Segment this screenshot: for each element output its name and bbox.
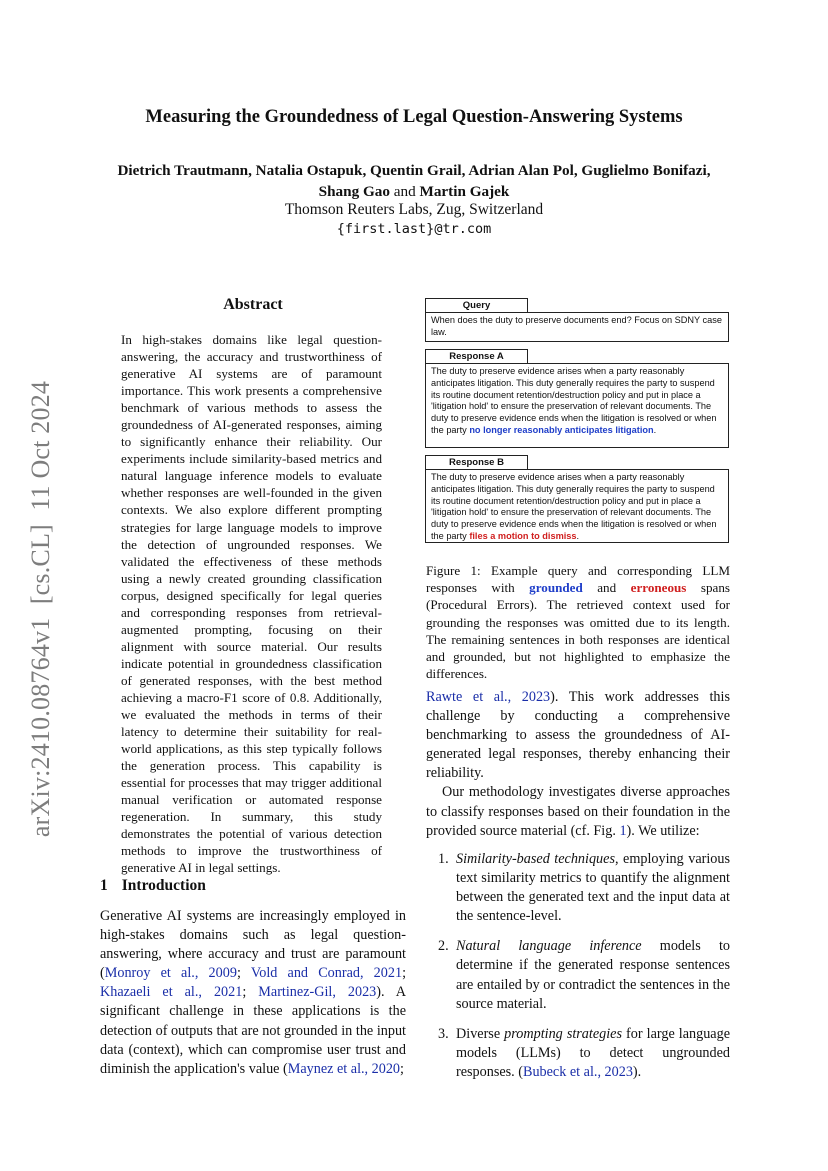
intro-text: ). A significant challenge in these applications is the detection of outputs that are not grounded in the input data (context), which can compromise user trust and diminish the application's value (	[100, 984, 406, 1077]
paper-title: Measuring the Groundedness of Legal Question-Answering Systems	[145, 107, 683, 127]
arxiv-id-text: arXiv:2410.08764v1 [cs.CL] 11 Oct 2024	[26, 380, 55, 838]
query-label: Query	[425, 298, 528, 313]
caption-text: spans (Procedural Errors). The retrieved context used for grounding the responses was omitted due to its length. The remaining sentences in both responses are identical and grounded, but not highlighted to emphasize the differences.	[426, 580, 730, 682]
response-a-box	[425, 363, 729, 448]
response-a-grounded-span: no longer reasonably anticipates litigation	[469, 424, 654, 435]
paragraph-text: Our methodology investigates diverse approaches to classify responses based on their foundation in the provided source material (cf. Fig.	[426, 784, 730, 839]
caption-text: and	[582, 580, 631, 596]
citation-link[interactable]: Maynez et al., 2020	[287, 1060, 401, 1077]
intro-text: ;	[400, 1060, 404, 1077]
list-item	[426, 1025, 730, 1082]
author-shang-gao: Shang Gao	[318, 183, 390, 200]
caption-text: Figure 1: Example query and corresponding LLM responses with	[426, 563, 730, 596]
paragraph-text: ). We utilize:	[626, 822, 700, 839]
methods-list	[426, 850, 730, 1093]
response-a-label: Response A	[425, 349, 528, 364]
citation-link[interactable]: Martinez-Gil, 2023	[258, 984, 377, 1001]
list-term: Natural language inference	[456, 938, 642, 955]
list-text: ).	[632, 1063, 642, 1080]
list-number: 3.	[438, 1025, 449, 1042]
citation-link[interactable]: Khazaeli et al., 2021	[100, 984, 243, 1001]
list-text: models to determine if the generated response sentences are entailed by or contradict the sentences in the source material.	[456, 938, 730, 1012]
arxiv-sidebar-id	[24, 370, 58, 848]
citation-link[interactable]: Bubeck et al., 2023	[522, 1063, 633, 1080]
list-item	[426, 850, 730, 926]
citation-link[interactable]: Rawte et al., 2023	[426, 689, 551, 705]
list-item	[426, 937, 730, 1013]
intro-text: Generative AI systems are increasingly employed in high-stakes domains such as legal question-answering, where accuracy and trust are paramount (	[100, 908, 406, 982]
list-number: 2.	[438, 938, 449, 955]
introduction-paragraph	[100, 907, 406, 1079]
citation-link[interactable]: Monroy et al., 2009	[104, 965, 237, 982]
citation-separator: ;	[236, 965, 251, 982]
response-b-text: The duty to preserve evidence arises when a party reasonably anticipates litigation. This duty generally requires the party to suspend its routine document retention/destruction policy and put in place a 'litigation hold' to ensure the preservation of relevant documents. The duty to preserve evidence ends when the litigation is resolved or when the party	[431, 472, 717, 541]
abstract-text: In high-stakes domains like legal question-answering, the accuracy and trustworthiness of generative AI systems are of paramount importance. This work presents a comprehensive benchmark of various methods to assess the groundedness of AI-generated responses, aiming to significantly enhance their reliability. Our experiments include similarity-based metrics and natural language inference models to evaluate whether responses are well-founded in the given contexts. We also explore different prompting strategies for large language models to improve the detection of ungrounded responses. We validated the effectiveness of these methods using a newly created grounding classification corpus, designed specifically for legal queries and corresponding responses from retrieval-augmented prompting, focusing on their alignment with source material. Our results indicate potential in groundedness classification of generated responses, with the best method achieving a macro-F1 score of 0.8. Additionally, we evaluated the methods in terms of their latency to determine their suitability for real-world applications, as this step typically follows the generation process. This capability is essential for processes that may trigger additional manual verification or automated response regeneration. In summary, this study demonstrates the potential of various detection methods to improve the trustworthiness of generative AI in legal settings.	[121, 332, 382, 876]
list-term: Similarity-based techniques	[456, 851, 615, 867]
list-number: 1.	[438, 851, 449, 867]
list-term: prompting strategies	[504, 1025, 622, 1042]
paragraph-methodology	[426, 783, 730, 840]
right-column-text	[426, 688, 730, 841]
author-martin-gajek: Martin Gajek	[419, 183, 510, 200]
response-a-text: The duty to preserve evidence arises when a party reasonably anticipates litigation. This duty generally requires the party to suspend its routine document retention/destruction policy and put in place a 'litigation hold' to ensure the preservation of relevant documents. The duty to preserve evidence ends when the litigation is resolved or when the party	[431, 366, 717, 435]
affiliation: Thomson Reuters Labs, Zug, Switzerland	[284, 201, 544, 218]
abstract-heading: Abstract	[223, 296, 283, 313]
caption-grounded: grounded	[529, 580, 583, 596]
figure-ref-link[interactable]: 1	[619, 822, 627, 839]
response-a-period: .	[653, 424, 657, 435]
author-and: and	[393, 183, 416, 200]
section-heading-introduction	[100, 877, 206, 895]
paragraph-text: ). This work addresses this challenge by conducting a comprehensive benchmarking to assess the groundedness of AI-generated legal responses, thereby enhancing their reliability.	[426, 689, 730, 782]
citation-link[interactable]: Vold and Conrad, 2021	[250, 965, 403, 982]
author-line-2	[70, 181, 758, 202]
author-line-1: Dietrich Trautmann, Natalia Ostapuk, Quentin Grail, Adrian Alan Pol, Guglielmo Bonifazi,	[117, 162, 711, 179]
author-list	[70, 160, 758, 202]
citation-separator: ;	[402, 965, 407, 982]
list-text: , employing various text similarity metrics to quantify the alignment between the generated text and the input data at the sentence-level.	[456, 851, 730, 925]
section-title: Introduction	[121, 877, 206, 894]
figure-caption	[426, 562, 730, 682]
list-text: for large language models (LLMs) to detect ungrounded responses. (	[456, 1025, 730, 1080]
query-text: When does the duty to preserve documents end? Focus on SDNY case law.	[431, 315, 722, 337]
response-b-period: .	[576, 530, 580, 541]
paragraph-continuation	[426, 688, 730, 783]
email: {first.last}@tr.com	[336, 221, 492, 237]
list-text: Diverse	[456, 1025, 505, 1042]
caption-erroneous: erroneous	[630, 580, 687, 596]
response-b-erroneous-span: files a motion to dismiss	[469, 530, 577, 541]
response-b-label: Response B	[425, 455, 528, 470]
section-number: 1	[100, 877, 108, 894]
response-b-box	[425, 469, 729, 543]
citation-separator: ;	[242, 984, 259, 1001]
query-box	[425, 312, 729, 342]
